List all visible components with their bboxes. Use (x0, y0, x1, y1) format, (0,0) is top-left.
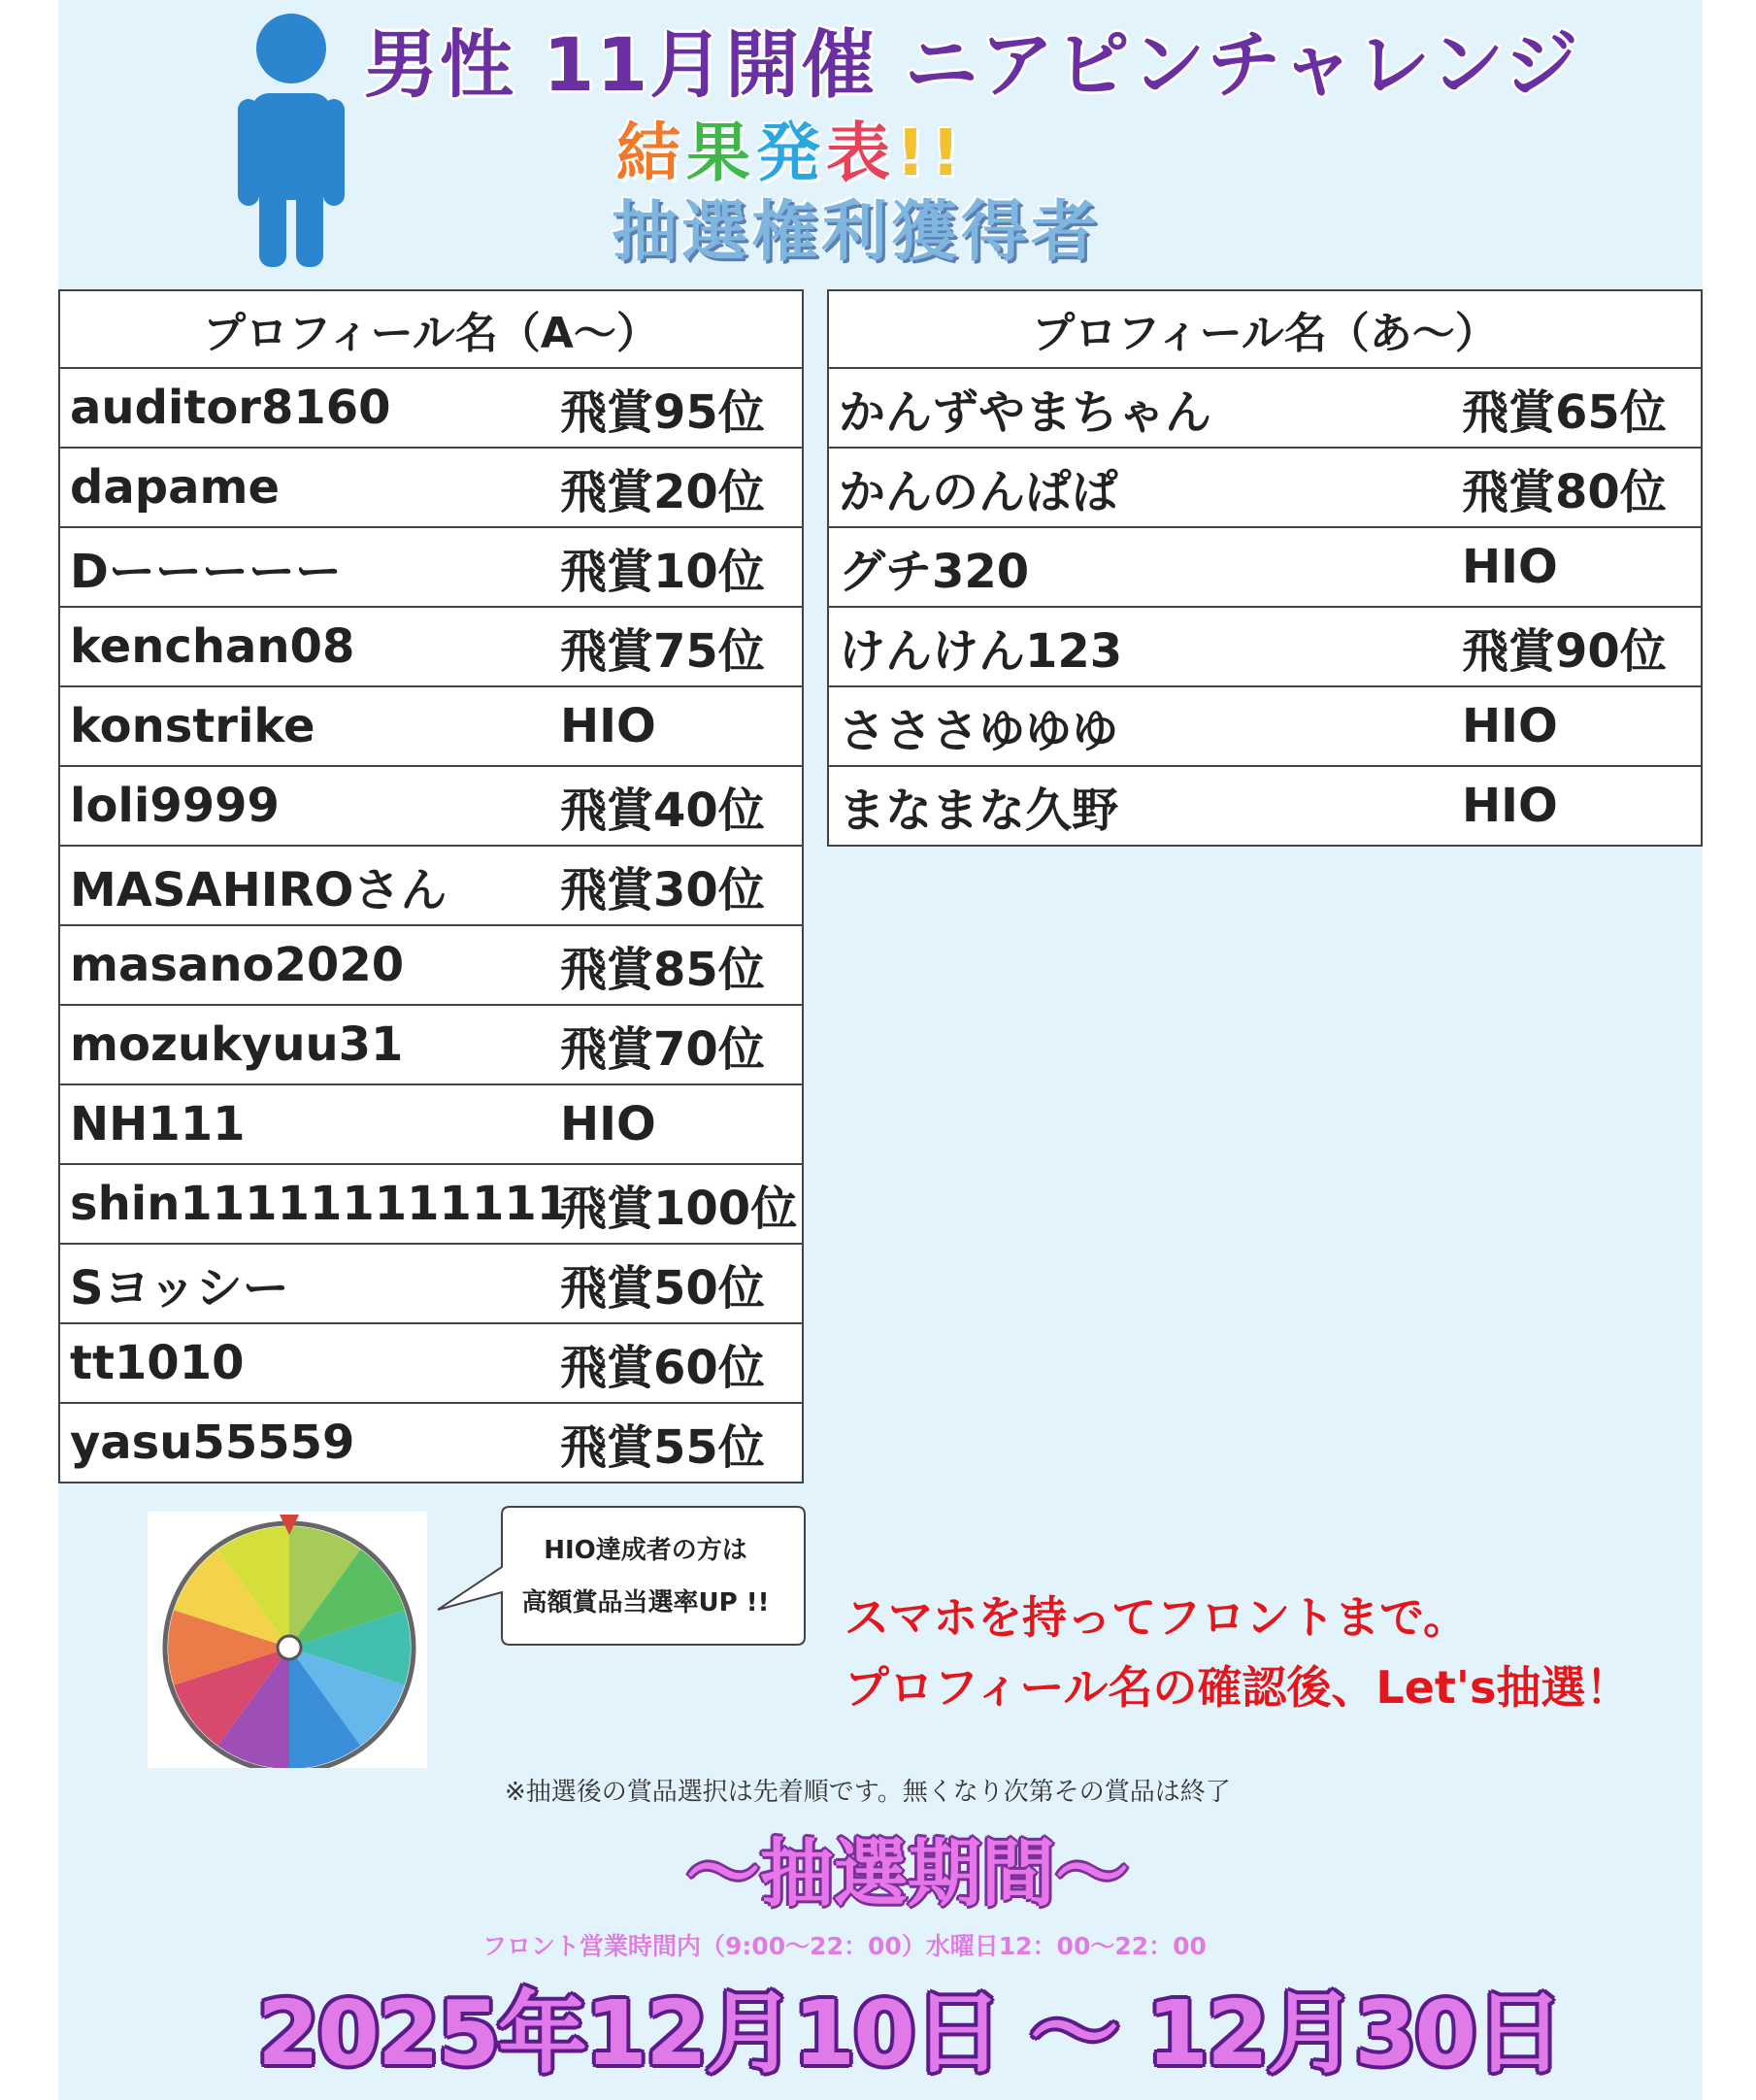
profile-name: auditor8160 (70, 381, 391, 435)
table-cell (59, 846, 803, 925)
call-to-action (845, 1583, 1699, 1722)
prize-rank: 飛賞80位 (1462, 464, 1667, 519)
table-cell (59, 1084, 803, 1164)
table-row (59, 368, 803, 448)
table-row (828, 766, 1702, 846)
bubble-line: 高額賞品当選率UP !! (521, 1588, 770, 1617)
profile-name: shin111111111111 (70, 1177, 570, 1231)
table-cell (828, 686, 1702, 766)
result-char: !! (896, 116, 967, 190)
table-row (59, 1005, 803, 1084)
table-cell (59, 686, 803, 766)
prize-rank: 飛賞85位 (560, 942, 765, 997)
result-char: 表 (826, 116, 896, 190)
table-row (59, 766, 803, 846)
prize-rank: 飛賞40位 (560, 783, 765, 838)
profile-name: Dーーーーー (70, 544, 342, 599)
page-subtitle: 抽選権利獲得者 (612, 194, 1102, 271)
profile-name: kenchan08 (70, 619, 355, 674)
table-row (59, 686, 803, 766)
profile-name: NH111 (70, 1097, 246, 1151)
table-cell (59, 607, 803, 686)
table-row (59, 1164, 803, 1244)
hio-bubble-text (495, 1524, 796, 1629)
prize-rank: HIO (1462, 779, 1558, 833)
table-row (828, 368, 1702, 448)
period-hours: フロント営業時間内（9:00〜22：00）水曜日12：00〜22：00 (482, 1932, 1207, 1960)
prize-note: ※抽選後の賞品選択は先着順です。無くなり次第その賞品は終了 (505, 1778, 1231, 1807)
prize-rank: 飛賞50位 (560, 1260, 765, 1316)
profile-name: かんずやまちゃん (839, 384, 1212, 440)
profile-name: MASAHIROさん (70, 862, 447, 917)
prize-rank: 飛賞100位 (560, 1181, 798, 1236)
table-cell (59, 766, 803, 846)
prize-rank: 飛賞90位 (1462, 623, 1667, 679)
table-row (59, 1084, 803, 1164)
bubble-line: HIO達成者の方は (544, 1536, 747, 1565)
table-row (828, 527, 1702, 607)
table-cell (59, 925, 803, 1005)
prize-rank: HIO (1462, 699, 1558, 753)
table-b-header: プロフィール名（あ〜） (828, 290, 1702, 368)
profile-name: まなまな久野 (839, 783, 1119, 838)
table-row (59, 1244, 803, 1323)
table-cell (828, 766, 1702, 846)
prize-rank: 飛賞20位 (560, 464, 765, 519)
prize-rank: 飛賞95位 (560, 384, 765, 440)
table-cell (59, 368, 803, 448)
wheel-hub (278, 1636, 301, 1659)
profile-name: かんのんぱぱ (839, 464, 1119, 519)
prize-rank: 飛賞65位 (1462, 384, 1667, 440)
profile-name: Sヨッシー (70, 1260, 289, 1316)
table-cell (828, 368, 1702, 448)
table-row (59, 527, 803, 607)
table-row (59, 925, 803, 1005)
prize-rank: 飛賞75位 (560, 623, 765, 679)
table-cell (59, 1164, 803, 1244)
table-row (59, 1403, 803, 1483)
prize-rank: HIO (560, 699, 656, 753)
table-row (59, 1323, 803, 1403)
profile-name: けんけん123 (839, 623, 1123, 679)
result-char: 結 (616, 116, 686, 190)
profile-name: konstrike (70, 699, 315, 753)
table-cell (828, 607, 1702, 686)
winner-table-a (58, 289, 804, 1483)
winner-table-b (827, 289, 1703, 847)
roulette-image (148, 1512, 427, 1768)
profile-name: グチ320 (839, 544, 1030, 599)
table-row (59, 448, 803, 527)
table-cell (828, 448, 1702, 527)
table-cell (59, 448, 803, 527)
table-row (828, 448, 1702, 527)
prize-rank: 飛賞55位 (560, 1419, 765, 1475)
profile-name: dapame (70, 460, 281, 515)
table-cell (59, 1323, 803, 1403)
table-row (59, 607, 803, 686)
prize-rank: HIO (560, 1097, 656, 1151)
prize-rank: 飛賞70位 (560, 1021, 765, 1077)
person-icon (238, 10, 345, 267)
table-cell (59, 527, 803, 607)
cta-line: プロフィール名の確認後、Let's抽選！ (845, 1661, 1631, 1714)
table-row (828, 686, 1702, 766)
period-dates: 2025年12月10日 〜 12月30日 (257, 1982, 1563, 2085)
prize-rank: HIO (1462, 540, 1558, 594)
prize-rank: 飛賞30位 (560, 862, 765, 917)
table-cell (59, 1005, 803, 1084)
profile-name: mozukyuu31 (70, 1017, 404, 1072)
profile-name: loli9999 (70, 779, 280, 833)
table-row (828, 607, 1702, 686)
roulette-wheel-icon (148, 1512, 427, 1768)
result-announcement (616, 115, 966, 192)
table-a-header: プロフィール名（A〜） (59, 290, 803, 368)
result-char: 発 (756, 116, 826, 190)
profile-name: さささゆゆゆ (839, 703, 1119, 758)
table-cell (828, 527, 1702, 607)
table-cell (59, 1244, 803, 1323)
cta-line: スマホを持ってフロントまで。 (845, 1591, 1469, 1644)
table-row (59, 846, 803, 925)
period-title: 〜抽選期間〜 (686, 1830, 1129, 1917)
table-cell (59, 1403, 803, 1483)
prize-rank: 飛賞10位 (560, 544, 765, 599)
profile-name: yasu55559 (70, 1416, 355, 1470)
prize-rank: 飛賞60位 (560, 1340, 765, 1395)
profile-name: masano2020 (70, 938, 405, 992)
profile-name: tt1010 (70, 1336, 245, 1390)
result-char: 果 (686, 116, 756, 190)
page-title: 男性 11月開催 ニアピンチャレンジ (364, 21, 1580, 108)
